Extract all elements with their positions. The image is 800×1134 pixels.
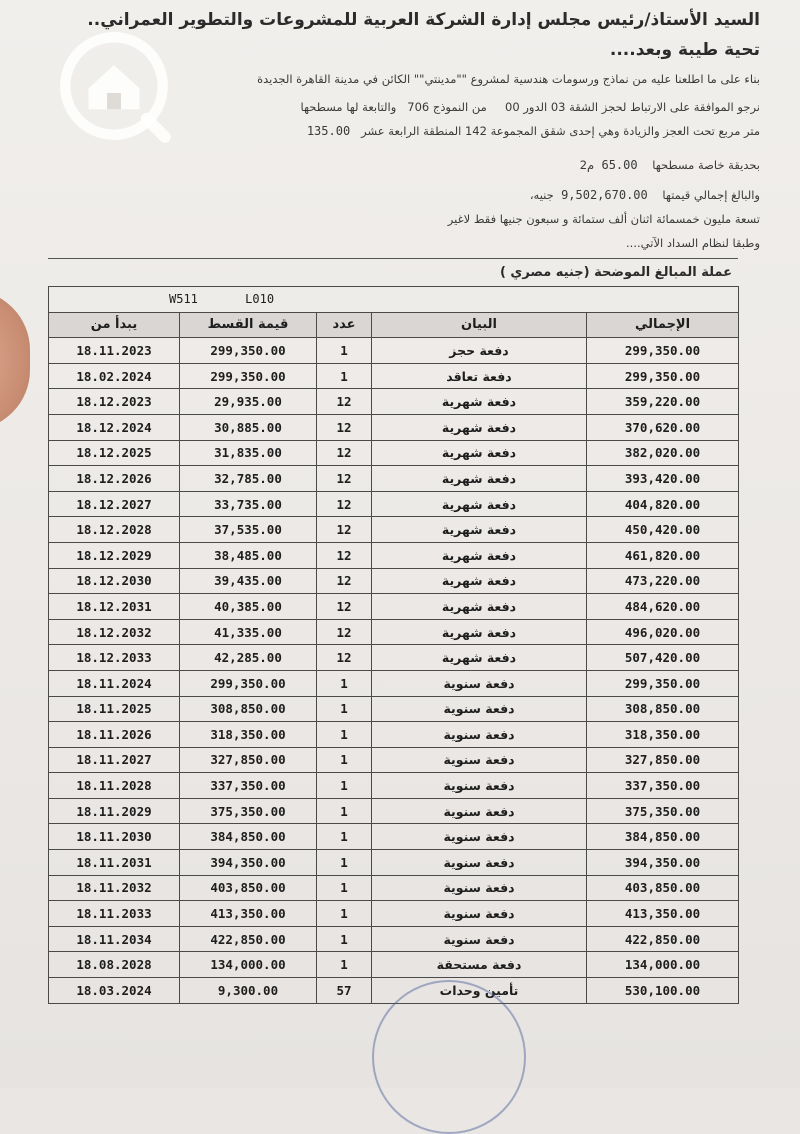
cell-start-date: 18.11.2027 [49,747,180,773]
table-row [49,440,739,466]
cell-description: دفعة شهرية [372,619,587,645]
cell-installment: 30,885.00 [180,414,317,440]
cell-start-date: 18.12.2028 [49,517,180,543]
cell-total: 318,350.00 [587,722,739,748]
cell-count: 12 [317,389,372,415]
table-row [49,491,739,517]
cell-total: 507,420.00 [587,645,739,671]
cell-count: 1 [317,952,372,978]
cell-count: 12 [317,440,372,466]
cell-start-date: 18.11.2026 [49,722,180,748]
cell-count: 12 [317,414,372,440]
cell-total: 299,350.00 [587,670,739,696]
cell-description: دفعة سنوية [372,875,587,901]
body-line-4c: م2 [579,158,595,172]
table-row [49,338,739,364]
currency-note: عملة المبالغ الموضحة (جنيه مصري ) [48,258,738,286]
body-line-2c: والتابعة لها مسطحها [300,100,397,114]
cell-installment: 37,535.00 [180,517,317,543]
cell-start-date: 18.11.2024 [49,670,180,696]
header-start: يبدأ من [49,312,180,338]
area-value: 135.00 [306,124,351,138]
header-row [49,312,739,338]
cell-start-date: 18.12.2032 [49,619,180,645]
cell-start-date: 18.11.2023 [49,338,180,364]
unit-sub-code: L010 [245,292,275,307]
cell-description: دفعة سنوية [372,722,587,748]
cell-description: تأمين وحدات [372,978,587,1004]
body-line-6: تسعة مليون خمسمائة اثنان ألف ستمائة و سبعون جنيها فقط لاغير [447,212,760,226]
cell-description: دفعة سنوية [372,798,587,824]
cell-installment: 375,350.00 [180,798,317,824]
body-line-4 [580,158,760,172]
cell-description: دفعة تعاقد [372,363,587,389]
cell-total: 530,100.00 [587,978,739,1004]
cell-start-date: 18.12.2029 [49,542,180,568]
cell-description: دفعة شهرية [372,517,587,543]
cell-description: دفعة سنوية [372,824,587,850]
cell-description: دفعة سنوية [372,850,587,876]
cell-description: دفعة شهرية [372,542,587,568]
cell-description: دفعة سنوية [372,926,587,952]
cell-description: دفعة شهرية [372,389,587,415]
cell-total: 337,350.00 [587,773,739,799]
cell-count: 1 [317,722,372,748]
cell-total: 496,020.00 [587,619,739,645]
cell-description: دفعة شهرية [372,414,587,440]
cell-count: 12 [317,568,372,594]
table-row [49,798,739,824]
cell-installment: 41,335.00 [180,619,317,645]
cell-total: 375,350.00 [587,798,739,824]
table-row [49,747,739,773]
body-line-5a: والبالغ إجمالي قيمتها [662,188,760,202]
cell-count: 1 [317,338,372,364]
cell-installment: 337,350.00 [180,773,317,799]
cell-start-date: 18.11.2033 [49,901,180,927]
table-row [49,978,739,1004]
body-line-1: بناء على ما اطلعنا عليه من نماذج ورسومات هندسية لمشروع ""مدينتي"" الكائن في مدينة القاهرة الجديدة [257,72,760,86]
cell-total: 359,220.00 [587,389,739,415]
cell-start-date: 18.12.2031 [49,594,180,620]
table-row [49,722,739,748]
cell-installment: 29,935.00 [180,389,317,415]
cell-start-date: 18.11.2025 [49,696,180,722]
body-line-2b: من النموذج 706 [407,100,487,114]
cell-start-date: 18.12.2027 [49,491,180,517]
cell-count: 1 [317,926,372,952]
cell-count: 1 [317,747,372,773]
cell-start-date: 18.12.2024 [49,414,180,440]
cell-description: دفعة شهرية [372,440,587,466]
table-row [49,901,739,927]
cell-description: دفعة شهرية [372,466,587,492]
cell-total: 403,850.00 [587,875,739,901]
table-row [49,696,739,722]
cell-count: 1 [317,670,372,696]
cell-total: 413,350.00 [587,901,739,927]
cell-count: 1 [317,824,372,850]
table-row [49,824,739,850]
cell-description: دفعة سنوية [372,747,587,773]
cell-start-date: 18.11.2034 [49,926,180,952]
body-line-2 [300,100,760,114]
cell-installment: 327,850.00 [180,747,317,773]
header-count: عدد [317,312,372,338]
cell-start-date: 18.03.2024 [49,978,180,1004]
cell-installment: 299,350.00 [180,670,317,696]
cell-installment: 394,350.00 [180,850,317,876]
cell-total: 450,420.00 [587,517,739,543]
table-row [49,773,739,799]
table-row [49,363,739,389]
cell-total: 393,420.00 [587,466,739,492]
cell-start-date: 18.12.2023 [49,389,180,415]
cell-count: 1 [317,696,372,722]
cell-start-date: 18.11.2028 [49,773,180,799]
company-stamp-icon [372,980,526,1134]
cell-installment: 38,485.00 [180,542,317,568]
body-line-4a: بحديقة خاصة مسطحها [652,158,760,172]
cell-description: دفعة شهرية [372,568,587,594]
cell-total: 299,350.00 [587,338,739,364]
cell-count: 12 [317,491,372,517]
total-price-value: 9,502,670.00 [561,188,648,202]
table-row [49,952,739,978]
cell-installment: 299,350.00 [180,338,317,364]
greeting-line-2: تحية طيبة وبعد.... [609,40,760,60]
table-row [49,414,739,440]
cell-count: 57 [317,978,372,1004]
cell-count: 12 [317,542,372,568]
table-row [49,568,739,594]
cell-start-date: 18.12.2033 [49,645,180,671]
unit-row [49,287,739,313]
cell-count: 12 [317,594,372,620]
cell-start-date: 18.02.2024 [49,363,180,389]
cell-total: 461,820.00 [587,542,739,568]
cell-count: 1 [317,798,372,824]
cell-installment: 33,735.00 [180,491,317,517]
cell-installment: 403,850.00 [180,875,317,901]
table-row [49,517,739,543]
header-installment: قيمة القسط [180,312,317,338]
body-line-3 [307,124,760,138]
cell-description: دفعة شهرية [372,491,587,517]
table-row [49,594,739,620]
cell-total: 327,850.00 [587,747,739,773]
cell-description: دفعة سنوية [372,901,587,927]
cell-installment: 318,350.00 [180,722,317,748]
cell-total: 394,350.00 [587,850,739,876]
cell-total: 404,820.00 [587,491,739,517]
cell-installment: 413,350.00 [180,901,317,927]
cell-installment: 384,850.00 [180,824,317,850]
cell-count: 12 [317,645,372,671]
cell-start-date: 18.12.2030 [49,568,180,594]
header-description: البيان [372,312,587,338]
table-row [49,875,739,901]
table-row [49,670,739,696]
body-line-5c: جنيه، [529,188,554,202]
cell-installment: 134,000.00 [180,952,317,978]
cell-total: 308,850.00 [587,696,739,722]
body-line-3b: متر مربع تحت العجز والزيادة وهي إحدى شقق المجموعة 142 المنطقة الرابعة عشر [361,124,760,138]
table-row [49,619,739,645]
cell-installment: 9,300.00 [180,978,317,1004]
table-row [49,389,739,415]
cell-count: 1 [317,850,372,876]
cell-start-date: 18.12.2025 [49,440,180,466]
table-row [49,850,739,876]
cell-description: دفعة شهرية [372,594,587,620]
cell-description: دفعة مستحقة [372,952,587,978]
cell-start-date: 18.08.2028 [49,952,180,978]
body-line-5 [530,188,760,202]
unit-code: W511 [169,292,198,307]
greeting-line-1: السيد الأستاذ/رئيس مجلس إدارة الشركة العربية للمشروعات والتطوير العمراني.. [87,10,760,30]
cell-total: 384,850.00 [587,824,739,850]
cell-installment: 42,285.00 [180,645,317,671]
cell-total: 134,000.00 [587,952,739,978]
cell-total: 299,350.00 [587,363,739,389]
table-row [49,466,739,492]
cell-count: 12 [317,517,372,543]
cell-installment: 299,350.00 [180,363,317,389]
body-line-7: وطبقا لنظام السداد الآتي.... [626,236,760,250]
body-line-2a: نرجو الموافقة على الارتباط لحجز الشقة 03 الدور 00 [505,100,760,114]
cell-count: 12 [317,466,372,492]
cell-count: 1 [317,901,372,927]
cell-installment: 308,850.00 [180,696,317,722]
cell-description: دفعة سنوية [372,773,587,799]
cell-installment: 422,850.00 [180,926,317,952]
cell-total: 382,020.00 [587,440,739,466]
cell-count: 1 [317,773,372,799]
cell-description: دفعة شهرية [372,645,587,671]
payment-schedule-table [48,286,739,1004]
cell-count: 1 [317,875,372,901]
house-logo-icon [56,28,172,144]
cell-start-date: 18.11.2031 [49,850,180,876]
cell-total: 484,620.00 [587,594,739,620]
table-row [49,926,739,952]
cell-installment: 32,785.00 [180,466,317,492]
cell-installment: 31,835.00 [180,440,317,466]
cell-description: دفعة سنوية [372,670,587,696]
table-row [49,542,739,568]
cell-description: دفعة حجز [372,338,587,364]
table-row [49,645,739,671]
header-total: الإجمالي [587,312,739,338]
cell-installment: 39,435.00 [180,568,317,594]
cell-installment: 40,385.00 [180,594,317,620]
cell-total: 370,620.00 [587,414,739,440]
unit-code-cell [49,287,739,313]
cell-start-date: 18.11.2030 [49,824,180,850]
cell-start-date: 18.11.2029 [49,798,180,824]
garden-area-value: 65.00 [601,158,638,172]
cell-total: 473,220.00 [587,568,739,594]
cell-total: 422,850.00 [587,926,739,952]
cell-start-date: 18.11.2032 [49,875,180,901]
cell-start-date: 18.12.2026 [49,466,180,492]
cell-count: 1 [317,363,372,389]
cell-description: دفعة سنوية [372,696,587,722]
cell-count: 12 [317,619,372,645]
